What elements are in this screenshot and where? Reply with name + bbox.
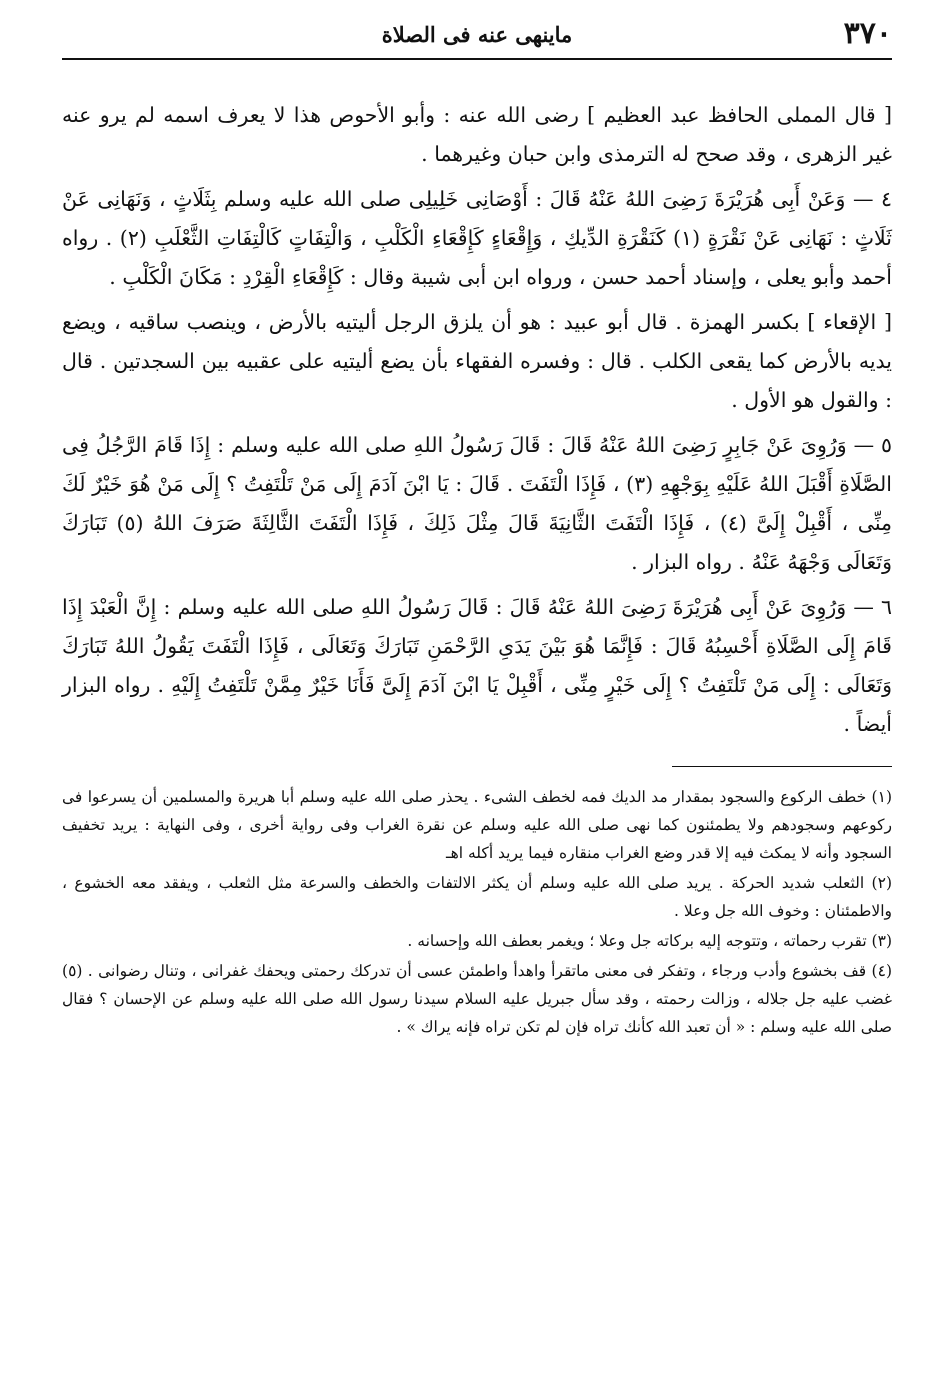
editor-note-paragraph: [ قال المملى الحافظ عبد العظيم ] رضى الله عنه : وأبو الأحوص هذا لا يعرف اسمه لم يرو عنه غير الزهرى ، وقد صحح له الترمذى وابن حبان وغيرهما . bbox=[62, 103, 892, 166]
footnote-2: (٢) الثعلب شديد الحركة . يريد صلى الله عليه وسلم أن يكثر الالتفات والخطف والسرعة مثل الثعلب ، ويفقد معه الخشوع ، والاطمئنان : وخوف الله جل وعلا . bbox=[62, 874, 892, 920]
footnote-3: (٣) تقرب رحماته ، وتتوجه إليه بركاته جل وعلا ؛ ويغمر بعطف الله وإحسانه . bbox=[407, 932, 892, 950]
hadith-6-paragraph: ٦ — وَرُوِىَ عَنْ أَبِى هُرَيْرَةَ رَضِىَ اللهُ عَنْهُ قَالَ : قَالَ رَسُولُ اللهِ صلى الله عليه وسلم : إِنَّ الْعَبْدَ إِذَا قَامَ إِلَى الصَّلَاةِ أَحْسِبُهُ قَالَ : فَإِنَّمَا هُوَ بَيْنَ يَدَىِ الرَّحْمَنِ تَبَارَكَ وَتَعَالَى ، فَإِذَا الْتَفَتَ يَقُولُ اللهُ تَبَارَكَ وَتَعَالَى : إِلَى مَنْ تَلْتَفِتُ ؟ إِلَى خَيْرٍ مِنِّى ، أَقْبِلْ يَا ابْنَ آدَمَ إِلَىَّ فَأَنَا خَيْرٌ مِمَّنْ تَلْتَفِتُ إِلَيْهِ . رواه البزار أيضاً . bbox=[62, 595, 892, 736]
main-text bbox=[62, 96, 892, 744]
page-number: ٣٧٠ bbox=[843, 16, 892, 51]
footnotes bbox=[62, 783, 892, 1041]
iqaa-explanation-paragraph: [ الإقعاء ] بكسر الهمزة . قال أبو عبيد : هو أن يلزق الرجل أليتيه بالأرض ، وينصب ساقيه ، ويضع يديه بالأرض كما يقعى الكلب . قال : وفسره الفقهاء بأن يضع أليتيه على عقبيه بين السجدتين . قال : والقول هو الأول . bbox=[62, 310, 892, 412]
running-title: ماينهى عنه فى الصلاة bbox=[381, 22, 573, 47]
footnote-divider bbox=[672, 766, 892, 767]
footnote-1: (١) خطف الركوع والسجود بمقدار مد الديك فمه لخطف الشىء . يحذر صلى الله عليه وسلم أبا هريرة والمسلمين أن يسرعوا فى ركوعهم وسجودهم ولا يطمئنون كما نهى صلى الله عليه وسلم عن نقرة الغراب وفى رواية أخرى ، وفى النهاية : يريد تخفيف السجود وأنه لا يمكث فيه إلا قدر وضع الغراب منقاره فيما يريد أكله اهـ bbox=[62, 788, 892, 862]
page-header bbox=[62, 14, 892, 60]
hadith-4-paragraph: ٤ — وَعَنْ أَبِى هُرَيْرَةَ رَضِىَ اللهُ عَنْهُ قَالَ : أَوْصَانِى خَلِيلِى صلى الله عليه وسلم بِثَلَاثٍ ، وَنَهَانِى عَنْ ثَلَاثٍ : نَهَانِى عَنْ نَقْرَةٍ (١) كَنَقْرَةِ الدِّيكِ ، وَإِقْعَاءٍ كَإِقْعَاءِ الْكَلْبِ ، وَالْتِفَاتٍ كَالْتِفَاتِ الثَّعْلَبِ (٢) . رواه أحمد وأبو يعلى ، وإسناد أحمد حسن ، ورواه ابن أبى شيبة وقال : كَإِقْعَاءِ الْقِرْدِ : مَكَانَ الْكَلْبِ . bbox=[62, 187, 892, 289]
book-page bbox=[62, 14, 892, 1043]
footnote-4-5: (٤) قف بخشوع وأدب ورجاء ، وتفكر فى معنى ماتقرأ واهدأ واطمئن عسى أن تدركك رحمتى ويحفك غفرانى ، وتنال رضوانى . (٥) غضب عليه جل جلاله ، وزالت رحمته ، وقد سأل جبريل عليه السلام سيدنا رسول الله صلى الله عليه وسلم عن الإحسان ؟ فقال صلى الله عليه وسلم : « أن تعبد الله كأنك تراه فإن لم تكن تراه فإنه يراك » . bbox=[62, 962, 892, 1036]
hadith-5-paragraph: ٥ — وَرُوِىَ عَنْ جَابِرٍ رَضِىَ اللهُ عَنْهُ قَالَ : قَالَ رَسُولُ اللهِ صلى الله عليه وسلم : إِذَا قَامَ الرَّجُلُ فِى الصَّلَاةِ أَقْبَلَ اللهُ عَلَيْهِ بِوَجْهِهِ (٣) ، فَإِذَا الْتَفَتَ . قَالَ : يَا ابْنَ آدَمَ إِلَى مَنْ تَلْتَفِتُ ؟ إِلَى مَنْ هُوَ خَيْرٌ لَكَ مِنِّى ، أَقْبِلْ إِلَىَّ (٤) ، فَإِذَا الْتَفَتَ الثَّانِيَةَ قَالَ مِثْلَ ذَلِكَ ، فَإِذَا الْتَفَتَ الثَّالِثَةَ صَرَفَ اللهُ (٥) تَبَارَكَ وَتَعَالَى وَجْهَهُ عَنْهُ . رواه البزار . bbox=[62, 433, 892, 574]
